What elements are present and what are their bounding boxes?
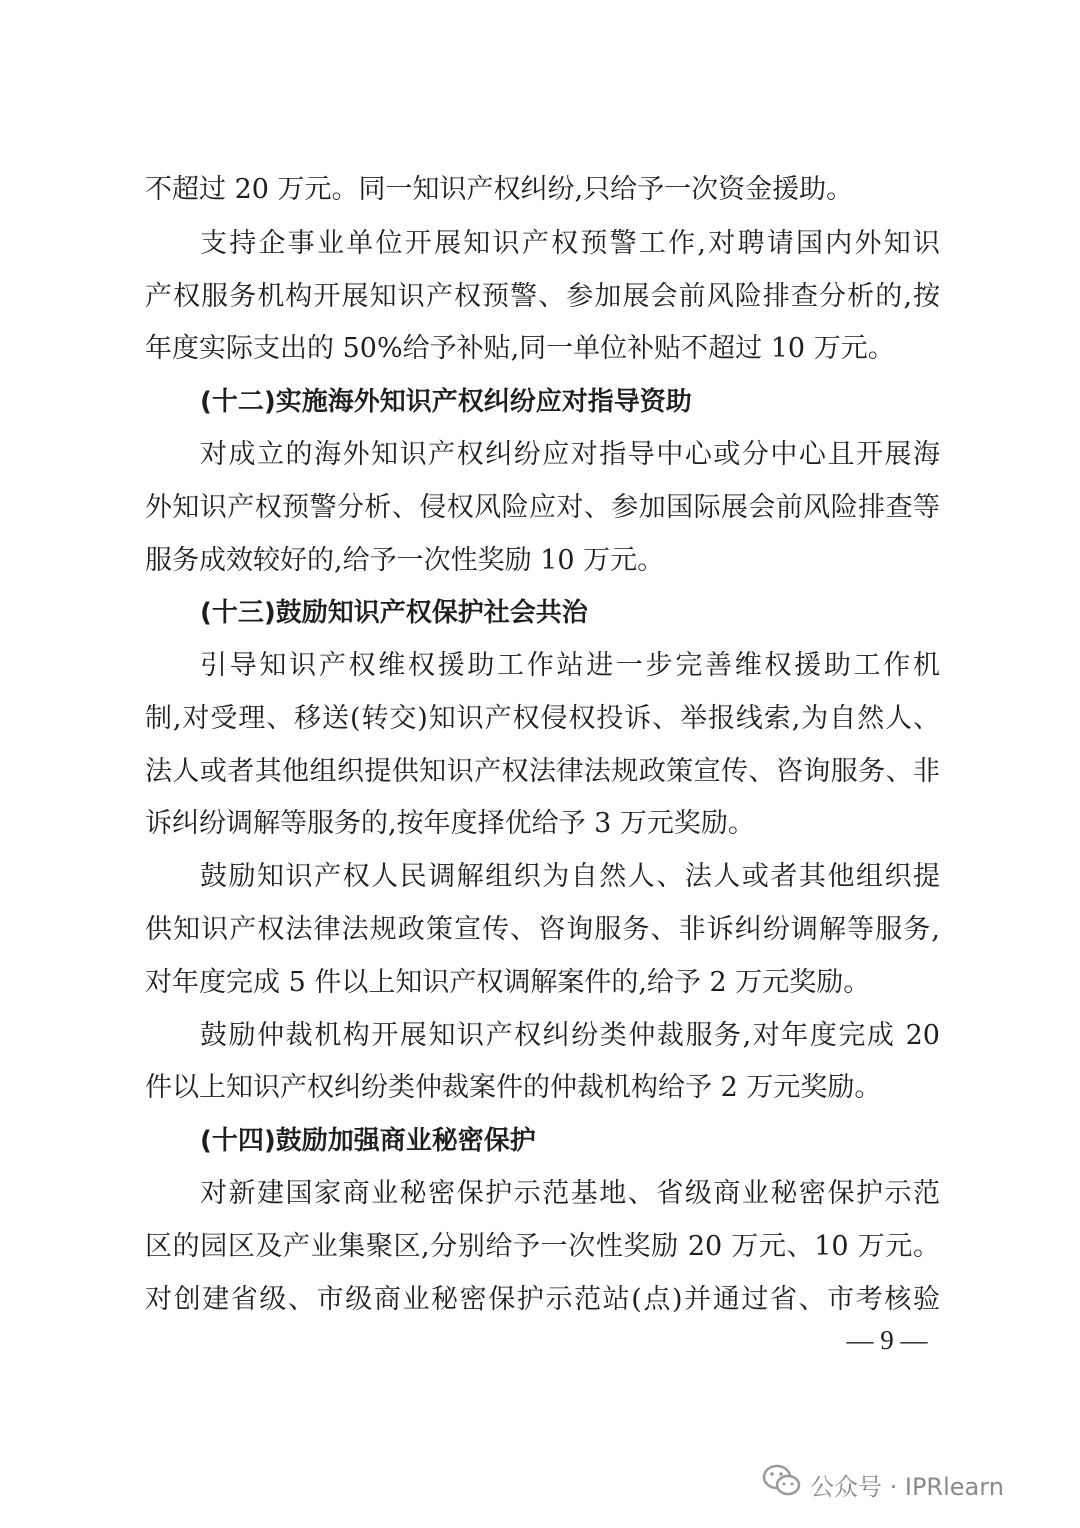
page-number: — 9 — [846, 1325, 928, 1355]
body-line: 制,对受理、移送(转交)知识产权侵权投诉、举报线索,为自然人、 [145, 703, 940, 734]
body-line: 外知识产权预警分析、侵权风险应对、参加国际展会前风险排查等 [145, 492, 940, 523]
body-line: 不超过 20 万元。同一知识产权纠纷,只给予一次资金援助。 [145, 174, 854, 205]
body-line: 引导知识产权维权援助工作站进一步完善维权援助工作机 [200, 650, 940, 681]
section-heading: (十二)实施海外知识产权纠纷应对指导资助 [200, 387, 692, 417]
watermark [762, 1462, 1004, 1506]
body-line: 对新建国家商业秘密保护示范基地、省级商业秘密保护示范 [200, 1178, 940, 1209]
body-line: 对创建省级、市级商业秘密保护示范站(点)并通过省、市考核验 [145, 1284, 940, 1315]
body-line: 件以上知识产权纠纷类仲裁案件的仲裁机构给予 2 万元奖励。 [145, 1072, 882, 1103]
body-line: 服务成效较好的,给予一次性奖励 10 万元。 [145, 545, 665, 576]
section-heading: (十三)鼓励知识产权保护社会共治 [200, 598, 588, 628]
body-line: 对成立的海外知识产权纠纷应对指导中心或分中心且开展海 [200, 439, 940, 470]
body-line: 鼓励知识产权人民调解组织为自然人、法人或者其他组织提 [200, 861, 940, 892]
body-line: 产权服务机构开展知识产权预警、参加展会前风险排查分析的,按 [145, 281, 940, 312]
body-line: 区的园区及产业集聚区,分别给予一次性奖励 20 万元、10 万元。 [145, 1231, 940, 1262]
body-line: 年度实际支出的 50%给予补贴,同一单位补贴不超过 10 万元。 [145, 333, 895, 364]
body-line: 对年度完成 5 件以上知识产权调解案件的,给予 2 万元奖励。 [145, 967, 871, 998]
body-line: 法人或者其他组织提供知识产权法律法规政策宣传、咨询服务、非 [145, 756, 940, 787]
body-line: 供知识产权法律法规政策宣传、咨询服务、非诉纠纷调解等服务, [145, 914, 940, 945]
wechat-icon [762, 1463, 802, 1505]
body-line: 鼓励仲裁机构开展知识产权纠纷类仲裁服务,对年度完成 20 [200, 1020, 940, 1051]
body-line: 支持企事业单位开展知识产权预警工作,对聘请国内外知识 [200, 228, 940, 259]
watermark-text: 公众号 · IPRlearn [810, 1472, 1004, 1501]
section-heading: (十四)鼓励加强商业秘密保护 [200, 1126, 536, 1156]
body-line: 诉纠纷调解等服务的,按年度择优给予 3 万元奖励。 [145, 808, 755, 839]
